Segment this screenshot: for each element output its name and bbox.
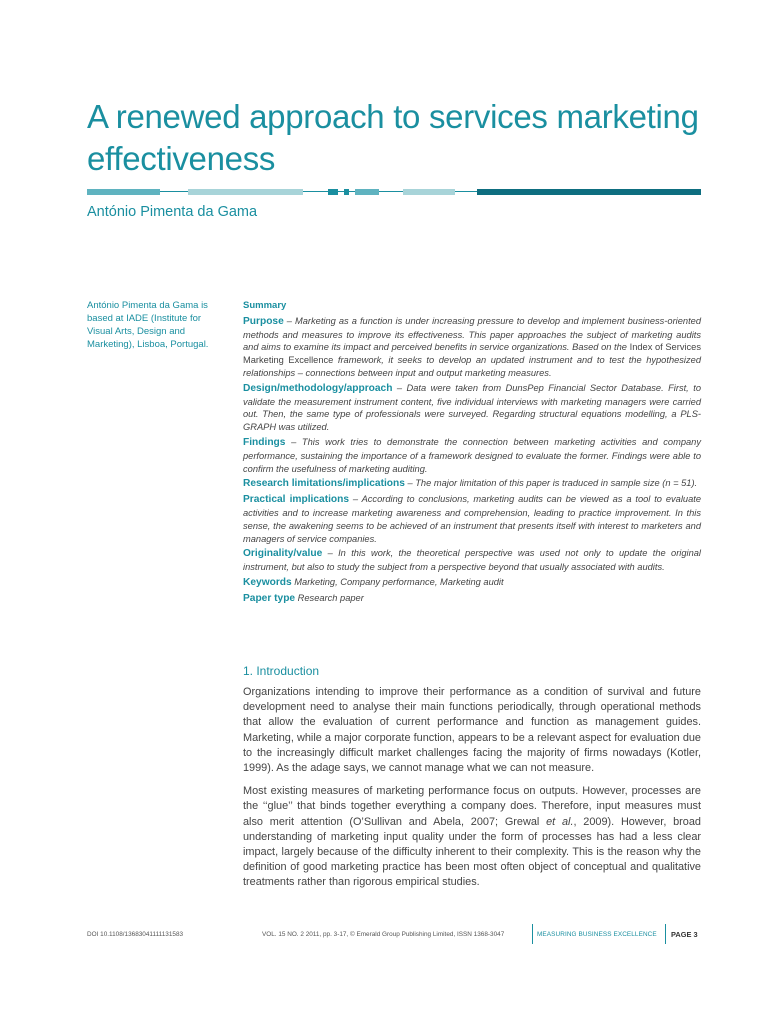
keywords-text: Marketing, Company performance, Marketing audit: [291, 576, 504, 587]
abstract-purpose: [243, 315, 701, 380]
originality-text: – In this work, the theoretical perspective was used not only to update the original instrument, but also to study the subject from a perspective beyond that usually associated with audits.: [243, 548, 701, 573]
keywords-label: Keywords: [243, 576, 292, 588]
author-name: António Pimenta da Gama: [87, 204, 258, 220]
footer-page-number: PAGE 3: [671, 930, 698, 939]
footer-journal-name: MEASURING BUSINESS EXCELLENCE: [537, 931, 657, 938]
practical-text: – According to conclusions, marketing audits can be viewed as a tool to evaluate activities and to increase marketing awareness and comprehension, leading to practice improvement. In this sense, the awakening seems to be achieved of an instrument that presents itself with interest to marketers and managers of service companies.: [243, 494, 701, 544]
abstract-heading: Summary: [243, 300, 287, 311]
abstract-paper-type: [243, 592, 701, 606]
practical-label: Practical implications: [243, 494, 350, 506]
intro-paragraph-2: Most existing measures of marketing performance focus on outputs. However, processes are the ‘‘glue’’ that binds together everything a company does. Therefore, input measures must also merit attention (O’Sullivan and Abela, 2007; Grewal et al., 2009). However, broad understanding of marketing input quality under the form of processes has had a less clear impact, largely because of the difficulty inherent to their complexity. This is the reason why the definition of good marketing practice has been most often object of conceptual and qualitative treatments rather than rigorous empirical studies.: [243, 785, 701, 889]
purpose-text: – Marketing as a function is under increasing pressure to develop and implement business-oriented methods and measures to improve its effectiveness. This paper approaches the subject of marketing audits and aims to examine its impact and perceived benefits in service organizations. Based on the Index of Services Marketing Excellence framework, it seeks to develop an updated instrument and to test the hypothesized relationships – connections between input and output marketing measures.: [243, 315, 701, 378]
findings-label: Findings: [243, 436, 286, 448]
intro-paragraph-1: Organizations intending to improve their performance as a condition of survival and future development need to analyse their main functions periodically, through operational methods that allow the evaluation of current performance and function as management guides. Marketing, while a major corporate function, appears to be a relevant aspect for evaluation due to the increasingly difficult market challenges facing the majority of firms nowadays (Kotler, 1999). As the adage says, we cannot manage what we can not measure.: [243, 686, 701, 775]
abstract-originality: [243, 547, 701, 574]
introduction-heading: 1. Introduction: [243, 664, 320, 678]
introduction-body: [243, 685, 701, 899]
limitations-label: Research limitations/implications: [243, 478, 405, 490]
abstract-practical: [243, 493, 701, 545]
page-footer: [87, 928, 701, 946]
structured-abstract: [243, 300, 701, 608]
paper-type-label: Paper type: [243, 592, 296, 604]
footer-divider: [665, 924, 666, 944]
abstract-limitations: [243, 477, 701, 491]
abstract-design: [243, 382, 701, 434]
author-affiliation: António Pimenta da Gama is based at IADE (Institute for Visual Arts, Design and Marketing), Lisboa, Portugal.: [87, 300, 209, 350]
design-text: – Data were taken from DunsPep Financial Sector Database. First, to validate the measurement instrument content, five individual interviews with marketing managers were carried out. Then, the same type of professionals were surveyed. Regarding structural equations modelling, a PLS-GRAPH was utilized.: [243, 382, 701, 433]
purpose-label: Purpose: [243, 315, 284, 327]
paper-type-text: Research paper: [295, 592, 364, 603]
abstract-keywords: [243, 576, 701, 590]
decorative-title-rule: [87, 188, 701, 196]
article-title: A renewed approach to services marketing effectiveness: [87, 98, 699, 177]
limitations-text: – The major limitation of this paper is traduced in sample size (n = 51).: [404, 478, 698, 489]
originality-label: Originality/value: [243, 548, 323, 560]
abstract-findings: [243, 436, 701, 475]
footer-volume-info: VOL. 15 NO. 2 2011, pp. 3-17, © Emerald Group Publishing Limited, ISSN 1368-3047: [262, 931, 505, 938]
footer-doi: DOI 10.1108/13683041111131583: [87, 931, 184, 938]
design-label: Design/methodology/approach: [243, 382, 393, 394]
footer-divider: [532, 924, 533, 944]
findings-text: – This work tries to demonstrate the connection between marketing activities and company performance, sustaining the importance of a framework designed to evaluate the former. Findings were able to confirm the usefulness of marketing auditing.: [243, 436, 701, 474]
